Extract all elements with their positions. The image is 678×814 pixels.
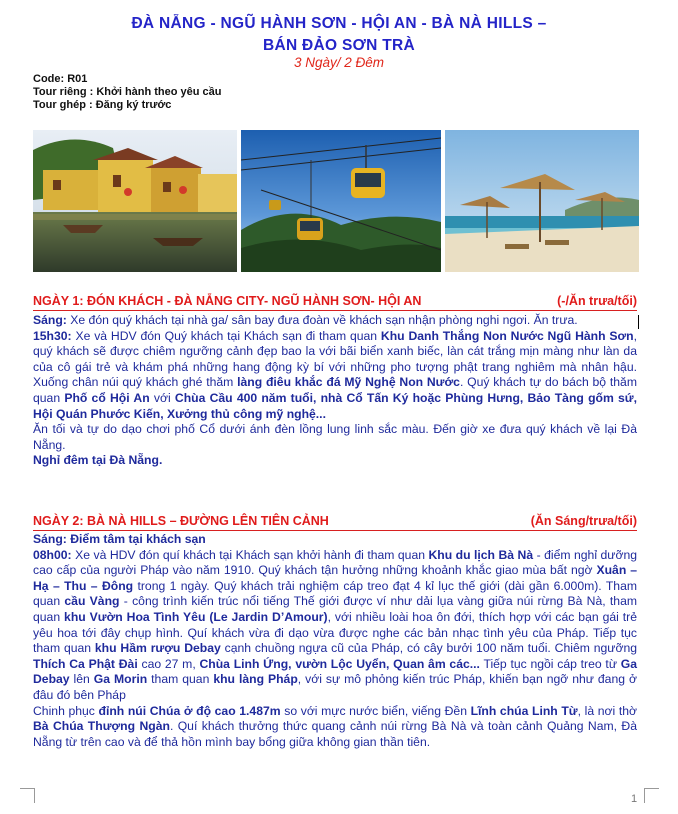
beach-umbrellas-photo <box>445 130 639 272</box>
ba-na-cable-car-photo <box>241 130 441 272</box>
day1-title: NGÀY 1: ĐÓN KHÁCH - ĐÀ NẴNG CITY- NGŨ HÀNH SƠN- HỘI AN <box>33 294 422 308</box>
day1-evening: Ăn tối và tự do dạo chơi phố Cổ dưới ánh đèn lồng lung linh sắc màu. Đến giờ xe đưa quý khách về lại Đà Nẵng. <box>33 422 637 452</box>
tour-title-line1: ĐÀ NẴNG - NGŨ HÀNH SƠN - HỘI AN - BÀ NÀ HILLS – <box>131 15 547 32</box>
day1-overnight: Nghỉ đêm tại Đà Nẵng. <box>33 453 163 468</box>
private-tour-info: Tour riêng : Khởi hành theo yêu cầu <box>33 86 222 98</box>
day2-heading <box>33 513 637 531</box>
page-number: 1 <box>631 793 638 805</box>
page-corner-mark-right <box>644 788 659 803</box>
tour-code: Code: R01 <box>33 73 88 85</box>
day2-summit: Chinh phục đỉnh núi Chúa ở độ cao 1.487m so với mực nước biển, viếng Đền Lĩnh chúa Linh Từ, là nơi thờ Bà Chúa Thượng Ngàn. Quí khách thưởng thức quang cảnh núi rừng Bà Nà và toàn cảnh Quảng Nam, Đà Nẵng từ trên cao và để thả hồn mình bay bổng giữa không gian thần tiên. <box>33 703 638 749</box>
morning-label: Sáng: <box>33 313 67 327</box>
time-label: 15h30: <box>33 328 72 343</box>
day2-itinerary <box>33 532 637 750</box>
page-corner-mark-left <box>20 788 35 803</box>
day2-breakfast: Sáng: Điểm tâm tại khách sạn <box>33 532 206 546</box>
day1-heading <box>33 293 637 311</box>
text-cursor <box>638 315 639 329</box>
day1-afternoon: 15h30: Xe và HDV đón Quý khách tại Khách sạn đi tham quan Khu Danh Thắng Non Nước Ngũ Hành Sơn, quý khách sẽ được chiêm ngưỡng cảnh đẹp bao la với bãi biển xanh biếc, làn cát trắng mịn màng như làn da của cô gái trẻ và khám phá những hang động kỳ bí với những pho tượng phật trang nghiêm mà nhân hậu. Xuống chân núi quý khách ghé thăm làng điêu khắc đá Mỹ Nghệ Non Nước. Quý khách tự do bách bộ thăm quan Phố cổ Hội An với Chùa Cầu 400 năm tuổi, nhà Cổ Tấn Ký hoặc Phùng Hưng, Bảo Tàng gốm sứ, Hội Quán Phước Kiến, Xưởng thủ công mỹ nghệ... <box>33 328 638 421</box>
time-label: 08h00: <box>33 547 72 562</box>
day1-morning: Sáng: Xe đón quý khách tại nhà ga/ sân bay đưa đoàn về khách sạn nhận phòng nghi ngơi. Ăn trưa. <box>33 313 578 327</box>
day2-morning: 08h00: Xe và HDV đón quí khách tại Khách sạn khởi hành đi tham quan Khu du lịch Bà Nà - điểm nghỉ dưỡng cao cấp của người Pháp vào năm 1910. Quý khách tận hưởng những khoảnh khắc giao mùa bất ngờ Xuân – Hạ – Thu – Đông trong 1 ngày. Quý khách trải nghiệm cáp treo đạt 4 kỉ lục thế giới (dài gần 6.000m). Tham quan cầu Vàng - công trình kiến trúc nổi tiếng Thế giới được ví như dải lụa vàng giữa núi rừng Bà Nà, tham quan khu Vườn Hoa Tình Yêu (Le Jardin D’Amour), với nhiều loài hoa ôn đới, thích hợp với các bạn gái trẻ yêu hoa tới đây chụp hình. Quí khách vừa đi dạo vừa được nghe các bản nhạc tình yêu của Pháp. Tiếp tục tham quan khu Hầm rượu Debay cạnh chuồng ngựa cũ của Pháp, có cây bưởi 100 năm tuổi. Chiêm ngưỡng Thích Ca Phật Đài cao 27 m, Chùa Linh Ứng, vườn Lộc Uyển, Quan âm các... Tiếp tục ngồi cáp treo từ Ga Debay lên Ga Morin tham quan khu làng Pháp, với sự mô phỏng kiến trúc Pháp, khiến bạn ngỡ như đang ở đâu đó bên Pháp <box>33 547 638 702</box>
tour-duration: 3 Ngày/ 2 Đêm <box>293 55 385 70</box>
day2-title: NGÀY 2: BÀ NÀ HILLS – ĐƯỜNG LÊN TIÊN CẢNH <box>33 514 329 528</box>
tour-title-line2: BÁN ĐẢO SƠN TRÀ <box>262 37 416 54</box>
day1-meals: (-/Ăn trưa/tối) <box>557 294 637 308</box>
day1-itinerary <box>33 313 637 469</box>
day2-meals: (Ăn Sáng/trưa/tối) <box>530 514 637 528</box>
hoi-an-river-photo <box>33 130 237 272</box>
photo-strip <box>33 130 639 272</box>
shared-tour-info: Tour ghép : Đăng ký trước <box>33 99 172 111</box>
